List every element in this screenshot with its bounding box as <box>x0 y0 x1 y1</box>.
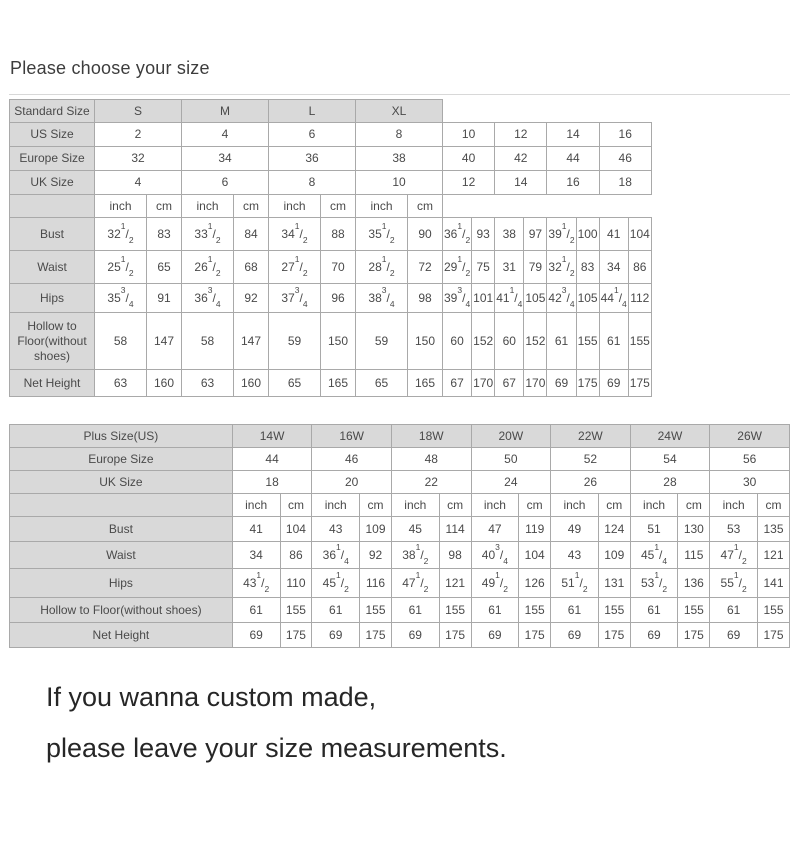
size-value-cell: 28 <box>630 471 710 494</box>
measure-value-cell: $35^1/_2$ <box>356 218 408 251</box>
measure-value-cell: 104 <box>280 517 312 542</box>
measure-value-cell: 43 <box>551 542 599 569</box>
measure-value-cell: 79 <box>524 251 547 284</box>
row-label-cell: Bust <box>10 517 233 542</box>
unit-header-inch: inch <box>391 494 439 517</box>
measure-value-cell: 61 <box>232 598 280 623</box>
size-value-cell: 10 <box>356 171 443 195</box>
measure-value-cell: 53 <box>710 517 758 542</box>
measure-value-cell: 147 <box>147 313 182 370</box>
measure-value-cell: 175 <box>519 623 551 648</box>
measure-value-cell: $43^1/_2$ <box>232 569 280 598</box>
measure-value-cell: 69 <box>599 370 628 397</box>
unit-header-cm: cm <box>360 494 392 517</box>
measure-value-cell: $32^1/_2$ <box>95 218 147 251</box>
measure-value-cell: 59 <box>269 313 321 370</box>
measure-value-cell: 69 <box>232 623 280 648</box>
unit-header-cm: cm <box>519 494 551 517</box>
measure-value-cell: 83 <box>147 218 182 251</box>
measure-value-cell: $34^1/_2$ <box>269 218 321 251</box>
measure-value-cell: 67 <box>495 370 524 397</box>
size-value-cell: 12 <box>495 123 547 147</box>
size-value-cell: 18 <box>232 471 312 494</box>
size-value-cell: 56 <box>710 448 790 471</box>
measure-value-cell: 155 <box>576 313 599 370</box>
size-value-cell: 44 <box>547 147 599 171</box>
size-value-cell: 8 <box>356 123 443 147</box>
measure-value-cell: 70 <box>321 251 356 284</box>
measure-value-cell: 175 <box>439 623 471 648</box>
unit-header-cm: cm <box>678 494 710 517</box>
row-label-cell: Waist <box>10 542 233 569</box>
unit-header-cm: cm <box>280 494 312 517</box>
measure-value-cell: 98 <box>439 542 471 569</box>
measure-value-cell: $36^3/_4$ <box>182 284 234 313</box>
measure-value-cell: 135 <box>757 517 789 542</box>
row-label-cell: UK Size <box>10 471 233 494</box>
measure-value-cell: 61 <box>312 598 360 623</box>
measure-value-cell: 83 <box>576 251 599 284</box>
measure-value-cell: 126 <box>519 569 551 598</box>
table-corner-label: Plus Size(US) <box>10 425 233 448</box>
measure-value-cell: $37^3/_4$ <box>269 284 321 313</box>
measure-value-cell: $38^3/_4$ <box>356 284 408 313</box>
size-group-header: 18W <box>391 425 471 448</box>
table-row <box>10 313 652 370</box>
unit-header-cm: cm <box>598 494 630 517</box>
measure-value-cell: $32^1/_2$ <box>547 251 576 284</box>
table-row <box>10 494 790 517</box>
measure-value-cell: 155 <box>519 598 551 623</box>
size-value-cell: 20 <box>312 471 392 494</box>
measure-value-cell: 31 <box>495 251 524 284</box>
measure-value-cell: $47^1/_2$ <box>391 569 439 598</box>
measure-value-cell: 105 <box>524 284 547 313</box>
size-value-cell: 10 <box>443 123 495 147</box>
measure-value-cell: 90 <box>408 218 443 251</box>
measure-value-cell: 45 <box>391 517 439 542</box>
measure-value-cell: 61 <box>599 313 628 370</box>
custom-note-line2: please leave your size measurements. <box>46 733 507 763</box>
measure-value-cell: 65 <box>147 251 182 284</box>
table-row <box>10 195 652 218</box>
size-group-header: XL <box>356 100 443 123</box>
measure-value-cell: $29^1/_2$ <box>443 251 472 284</box>
measure-value-cell: $25^1/_2$ <box>95 251 147 284</box>
row-label-cell: Waist <box>10 251 95 284</box>
measure-value-cell: 175 <box>628 370 651 397</box>
measure-value-cell: 61 <box>551 598 599 623</box>
measure-value-cell: 100 <box>576 218 599 251</box>
measure-value-cell: 136 <box>678 569 710 598</box>
measure-value-cell: 175 <box>576 370 599 397</box>
row-label-cell: US Size <box>10 123 95 147</box>
title-divider <box>9 94 790 95</box>
unit-row-corner <box>10 494 233 517</box>
measure-value-cell: 59 <box>356 313 408 370</box>
unit-header-cm: cm <box>147 195 182 218</box>
standard-size-table <box>9 99 652 397</box>
row-label-cell: Hollow to Floor(without shoes) <box>10 598 233 623</box>
measure-value-cell: $26^1/_2$ <box>182 251 234 284</box>
size-group-header: L <box>269 100 356 123</box>
measure-value-cell: 34 <box>599 251 628 284</box>
table-row <box>10 100 652 123</box>
size-group-header: 26W <box>710 425 790 448</box>
size-chart-page <box>0 57 800 765</box>
measure-value-cell: 175 <box>678 623 710 648</box>
size-group-header: 24W <box>630 425 710 448</box>
measure-value-cell: 86 <box>280 542 312 569</box>
row-label-cell: Hips <box>10 569 233 598</box>
size-value-cell: 52 <box>551 448 631 471</box>
measure-value-cell: 84 <box>234 218 269 251</box>
measure-value-cell: 109 <box>360 517 392 542</box>
unit-header-inch: inch <box>232 494 280 517</box>
size-value-cell: 46 <box>312 448 392 471</box>
measure-value-cell: 72 <box>408 251 443 284</box>
size-value-cell: 34 <box>182 147 269 171</box>
unit-header-inch: inch <box>356 195 408 218</box>
measure-value-cell: $28^1/_2$ <box>356 251 408 284</box>
measure-value-cell: 61 <box>471 598 519 623</box>
measure-value-cell: $27^1/_2$ <box>269 251 321 284</box>
measure-value-cell: 104 <box>628 218 651 251</box>
measure-value-cell: 69 <box>710 623 758 648</box>
size-value-cell: 16 <box>599 123 651 147</box>
measure-value-cell: 124 <box>598 517 630 542</box>
row-label-cell: Hips <box>10 284 95 313</box>
size-value-cell: 4 <box>182 123 269 147</box>
measure-value-cell: $45^1/_4$ <box>630 542 678 569</box>
measure-value-cell: 69 <box>551 623 599 648</box>
measure-value-cell: $47^1/_2$ <box>710 542 758 569</box>
measure-value-cell: $39^3/_4$ <box>443 284 472 313</box>
measure-value-cell: $40^3/_4$ <box>471 542 519 569</box>
measure-value-cell: 38 <box>495 218 524 251</box>
size-value-cell: 8 <box>269 171 356 195</box>
measure-value-cell: $36^1/_4$ <box>312 542 360 569</box>
measure-value-cell: $35^3/_4$ <box>95 284 147 313</box>
plus-size-table <box>9 424 790 648</box>
measure-value-cell: 119 <box>519 517 551 542</box>
measure-value-cell: 49 <box>551 517 599 542</box>
measure-value-cell: 152 <box>524 313 547 370</box>
measure-value-cell: 92 <box>234 284 269 313</box>
size-value-cell: 6 <box>182 171 269 195</box>
measure-value-cell: 175 <box>757 623 789 648</box>
measure-value-cell: 69 <box>471 623 519 648</box>
measure-value-cell: 34 <box>232 542 280 569</box>
measure-value-cell: 152 <box>472 313 495 370</box>
size-value-cell: 4 <box>95 171 182 195</box>
measure-value-cell: 170 <box>524 370 547 397</box>
measure-value-cell: 147 <box>234 313 269 370</box>
measure-value-cell: 165 <box>408 370 443 397</box>
measure-value-cell: 155 <box>628 313 651 370</box>
row-label-cell: Net Height <box>10 623 233 648</box>
unit-header-inch: inch <box>312 494 360 517</box>
measure-value-cell: $39^1/_2$ <box>547 218 576 251</box>
row-label-cell: Hollow to Floor(without shoes) <box>10 313 95 370</box>
measure-value-cell: 63 <box>95 370 147 397</box>
measure-value-cell: 175 <box>360 623 392 648</box>
measure-value-cell: 150 <box>321 313 356 370</box>
measure-value-cell: 69 <box>312 623 360 648</box>
measure-value-cell: 58 <box>95 313 147 370</box>
size-value-cell: 42 <box>495 147 547 171</box>
measure-value-cell: 67 <box>443 370 472 397</box>
measure-value-cell: 101 <box>472 284 495 313</box>
row-label-cell: Europe Size <box>10 147 95 171</box>
row-label-cell: UK Size <box>10 171 95 195</box>
measure-value-cell: 41 <box>599 218 628 251</box>
size-value-cell: 18 <box>599 171 651 195</box>
table-row <box>10 370 652 397</box>
measure-value-cell: 41 <box>232 517 280 542</box>
table-row <box>10 284 652 313</box>
size-value-cell: 16 <box>547 171 599 195</box>
measure-value-cell: 97 <box>524 218 547 251</box>
measure-value-cell: 43 <box>312 517 360 542</box>
size-value-cell: 54 <box>630 448 710 471</box>
measure-value-cell: 65 <box>356 370 408 397</box>
unit-header-inch: inch <box>182 195 234 218</box>
size-value-cell: 50 <box>471 448 551 471</box>
measure-value-cell: 75 <box>472 251 495 284</box>
size-value-cell: 12 <box>443 171 495 195</box>
measure-value-cell: $38^1/_2$ <box>391 542 439 569</box>
measure-value-cell: $51^1/_2$ <box>551 569 599 598</box>
measure-value-cell: $33^1/_2$ <box>182 218 234 251</box>
measure-value-cell: 61 <box>630 598 678 623</box>
table-row <box>10 598 790 623</box>
measure-value-cell: 61 <box>547 313 576 370</box>
measure-value-cell: $42^3/_4$ <box>547 284 576 313</box>
unit-header-inch: inch <box>551 494 599 517</box>
measure-value-cell: 112 <box>628 284 651 313</box>
measure-value-cell: 155 <box>280 598 312 623</box>
measure-value-cell: 110 <box>280 569 312 598</box>
measure-value-cell: 155 <box>678 598 710 623</box>
measure-value-cell: 104 <box>519 542 551 569</box>
unit-header-cm: cm <box>757 494 789 517</box>
measure-value-cell: 155 <box>598 598 630 623</box>
measure-value-cell: 65 <box>269 370 321 397</box>
measure-value-cell: 115 <box>678 542 710 569</box>
size-value-cell: 36 <box>269 147 356 171</box>
table-row <box>10 542 790 569</box>
measure-value-cell: 69 <box>391 623 439 648</box>
measure-value-cell: $44^1/_4$ <box>599 284 628 313</box>
measure-value-cell: 96 <box>321 284 356 313</box>
measure-value-cell: 60 <box>495 313 524 370</box>
unit-header-inch: inch <box>630 494 678 517</box>
measure-value-cell: 155 <box>757 598 789 623</box>
size-group-header: 14W <box>232 425 312 448</box>
row-label-cell: Net Height <box>10 370 95 397</box>
size-value-cell: 46 <box>599 147 651 171</box>
table-corner-label: Standard Size <box>10 100 95 123</box>
size-value-cell: 22 <box>391 471 471 494</box>
measure-value-cell: 160 <box>147 370 182 397</box>
measure-value-cell: 175 <box>598 623 630 648</box>
measure-value-cell: 121 <box>439 569 471 598</box>
table-row <box>10 623 790 648</box>
size-group-header: 16W <box>312 425 392 448</box>
measure-value-cell: 170 <box>472 370 495 397</box>
measure-value-cell: 155 <box>439 598 471 623</box>
measure-value-cell: 91 <box>147 284 182 313</box>
measure-value-cell: 88 <box>321 218 356 251</box>
measure-value-cell: $53^1/_2$ <box>630 569 678 598</box>
size-value-cell: 38 <box>356 147 443 171</box>
custom-note-line1: If you wanna custom made, <box>46 682 377 712</box>
size-value-cell: 40 <box>443 147 495 171</box>
measure-value-cell: 69 <box>630 623 678 648</box>
table-row <box>10 517 790 542</box>
measure-value-cell: $36^1/_2$ <box>443 218 472 251</box>
table-row <box>10 171 652 195</box>
measure-value-cell: 61 <box>710 598 758 623</box>
measure-value-cell: 68 <box>234 251 269 284</box>
size-group-header: S <box>95 100 182 123</box>
measure-value-cell: 131 <box>598 569 630 598</box>
measure-value-cell: $41^1/_4$ <box>495 284 524 313</box>
row-label-cell: Europe Size <box>10 448 233 471</box>
measure-value-cell: 141 <box>757 569 789 598</box>
table-row <box>10 569 790 598</box>
table-row <box>10 147 652 171</box>
measure-value-cell: $49^1/_2$ <box>471 569 519 598</box>
table-row <box>10 123 652 147</box>
page-title: Please choose your size <box>10 58 210 78</box>
unit-header-cm: cm <box>321 195 356 218</box>
size-value-cell: 32 <box>95 147 182 171</box>
unit-header-cm: cm <box>408 195 443 218</box>
measure-value-cell: 61 <box>391 598 439 623</box>
table-row <box>10 471 790 494</box>
measure-value-cell: 92 <box>360 542 392 569</box>
unit-header-inch: inch <box>471 494 519 517</box>
measure-value-cell: 121 <box>757 542 789 569</box>
measure-value-cell: 116 <box>360 569 392 598</box>
unit-header-cm: cm <box>439 494 471 517</box>
unit-header-inch: inch <box>269 195 321 218</box>
measure-value-cell: 150 <box>408 313 443 370</box>
table-row <box>10 218 652 251</box>
size-value-cell: 14 <box>547 123 599 147</box>
measure-value-cell: 58 <box>182 313 234 370</box>
table-row <box>10 425 790 448</box>
unit-header-cm: cm <box>234 195 269 218</box>
measure-value-cell: 51 <box>630 517 678 542</box>
unit-header-inch: inch <box>710 494 758 517</box>
measure-value-cell: 47 <box>471 517 519 542</box>
measure-value-cell: 86 <box>628 251 651 284</box>
size-value-cell: 24 <box>471 471 551 494</box>
unit-row-corner <box>10 195 95 218</box>
measure-value-cell: 130 <box>678 517 710 542</box>
size-group-header: 20W <box>471 425 551 448</box>
measure-value-cell: 69 <box>547 370 576 397</box>
size-value-cell: 14 <box>495 171 547 195</box>
unit-header-inch: inch <box>95 195 147 218</box>
measure-value-cell: 105 <box>576 284 599 313</box>
measure-value-cell: 155 <box>360 598 392 623</box>
measure-value-cell: $45^1/_2$ <box>312 569 360 598</box>
size-value-cell: 44 <box>232 448 312 471</box>
size-value-cell: 26 <box>551 471 631 494</box>
size-value-cell: 30 <box>710 471 790 494</box>
size-group-header: 22W <box>551 425 631 448</box>
measure-value-cell: 160 <box>234 370 269 397</box>
size-value-cell: 6 <box>269 123 356 147</box>
table-row <box>10 251 652 284</box>
size-value-cell: 48 <box>391 448 471 471</box>
size-group-header: M <box>182 100 269 123</box>
measure-value-cell: 175 <box>280 623 312 648</box>
measure-value-cell: 165 <box>321 370 356 397</box>
measure-value-cell: 114 <box>439 517 471 542</box>
measure-value-cell: $55^1/_2$ <box>710 569 758 598</box>
table-row <box>10 448 790 471</box>
measure-value-cell: 60 <box>443 313 472 370</box>
measure-value-cell: 93 <box>472 218 495 251</box>
measure-value-cell: 109 <box>598 542 630 569</box>
measure-value-cell: 63 <box>182 370 234 397</box>
size-value-cell: 2 <box>95 123 182 147</box>
measure-value-cell: 98 <box>408 284 443 313</box>
row-label-cell: Bust <box>10 218 95 251</box>
